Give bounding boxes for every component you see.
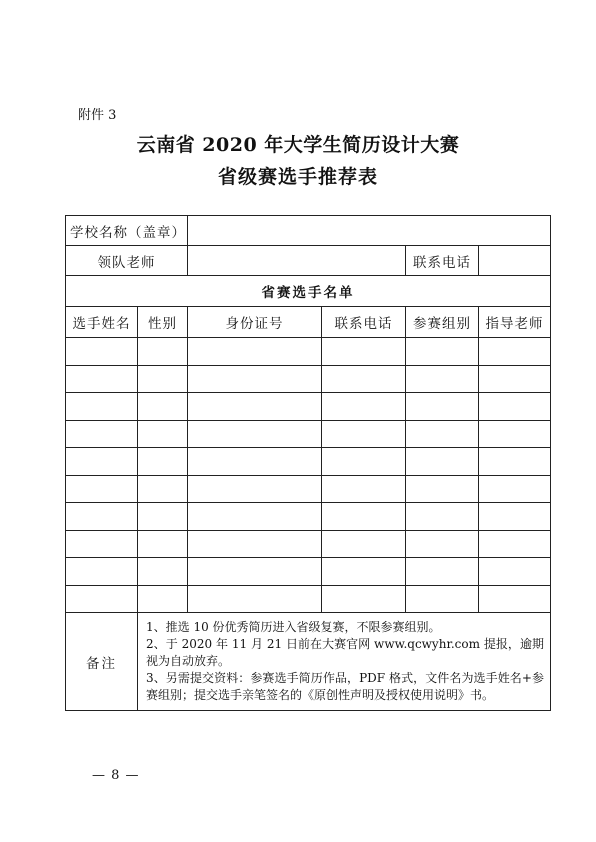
entry-row: [66, 530, 551, 558]
entry-cell[interactable]: [138, 530, 188, 558]
entry-cell[interactable]: [188, 585, 322, 613]
entry-cell[interactable]: [479, 338, 551, 366]
entry-cell[interactable]: [66, 420, 138, 448]
entry-cell[interactable]: [188, 475, 322, 503]
note-item: 2、于 2020 年 11 月 21 日前在大赛官网 www.qcwyhr.com 提报，逾期视为自动放弃。: [146, 637, 544, 668]
entry-cell[interactable]: [322, 338, 406, 366]
entry-cell[interactable]: [66, 530, 138, 558]
entry-row: [66, 365, 551, 393]
entry-cell[interactable]: [479, 503, 551, 531]
entry-cell[interactable]: [406, 585, 479, 613]
entry-row: [66, 585, 551, 613]
entry-cell[interactable]: [66, 365, 138, 393]
entry-cell[interactable]: [479, 420, 551, 448]
entry-row: [66, 338, 551, 366]
entry-cell[interactable]: [322, 530, 406, 558]
entry-cell[interactable]: [479, 448, 551, 476]
entry-row: [66, 475, 551, 503]
entry-cell[interactable]: [406, 530, 479, 558]
entry-cell[interactable]: [138, 503, 188, 531]
note-item: 3、另需提交资料：参赛选手简历作品，PDF 格式，文件名为选手姓名+参赛组别；提交选手亲笔签名的《原创性声明及授权使用说明》书。: [146, 671, 544, 702]
attachment-label: 附件 3: [78, 108, 117, 123]
entry-cell[interactable]: [479, 558, 551, 586]
entry-row: [66, 558, 551, 586]
entry-cell[interactable]: [406, 558, 479, 586]
entry-cell[interactable]: [188, 338, 322, 366]
entry-cell[interactable]: [406, 448, 479, 476]
notes-cell: [138, 613, 551, 711]
entry-cell[interactable]: [138, 475, 188, 503]
entry-cell[interactable]: [322, 558, 406, 586]
entry-cell[interactable]: [406, 393, 479, 421]
entry-cell[interactable]: [322, 585, 406, 613]
document-title: 云南省 2020 年大学生简历设计大赛: [136, 134, 460, 156]
entry-cell[interactable]: [138, 420, 188, 448]
entry-cell[interactable]: [479, 585, 551, 613]
entry-row: [66, 393, 551, 421]
entry-cell[interactable]: [322, 448, 406, 476]
entry-cell[interactable]: [188, 365, 322, 393]
entry-rows: [66, 338, 551, 613]
team-leader-label: 领队老师: [66, 246, 188, 276]
contact-phone-label: 联系电话: [406, 246, 479, 276]
entry-cell[interactable]: [406, 420, 479, 448]
entry-cell[interactable]: [66, 338, 138, 366]
section-title: 省赛选手名单: [66, 276, 551, 307]
entry-cell[interactable]: [322, 420, 406, 448]
recommendation-form: [65, 215, 551, 711]
column-header: 身份证号: [188, 307, 322, 338]
entry-cell[interactable]: [406, 365, 479, 393]
entry-cell[interactable]: [138, 448, 188, 476]
entry-cell[interactable]: [66, 503, 138, 531]
entry-cell[interactable]: [322, 393, 406, 421]
entry-cell[interactable]: [66, 475, 138, 503]
column-header: 选手姓名: [66, 307, 138, 338]
entry-row: [66, 503, 551, 531]
team-leader-field[interactable]: [188, 246, 406, 276]
entry-cell[interactable]: [188, 530, 322, 558]
entry-cell[interactable]: [322, 503, 406, 531]
school-name-field[interactable]: [188, 216, 551, 246]
entry-cell[interactable]: [322, 365, 406, 393]
entry-cell[interactable]: [138, 393, 188, 421]
entry-cell[interactable]: [406, 338, 479, 366]
column-header: 指导老师: [479, 307, 551, 338]
entry-cell[interactable]: [322, 475, 406, 503]
entry-cell[interactable]: [188, 503, 322, 531]
column-header: 参赛组别: [406, 307, 479, 338]
entry-cell[interactable]: [406, 475, 479, 503]
entry-cell[interactable]: [479, 475, 551, 503]
entry-cell[interactable]: [138, 338, 188, 366]
page-number: — 8 —: [92, 768, 140, 783]
entry-cell[interactable]: [138, 585, 188, 613]
entry-cell[interactable]: [66, 393, 138, 421]
entry-row: [66, 420, 551, 448]
entry-cell[interactable]: [66, 585, 138, 613]
entry-cell[interactable]: [479, 393, 551, 421]
entry-cell[interactable]: [406, 503, 479, 531]
entry-cell[interactable]: [188, 420, 322, 448]
school-name-label: 学校名称（盖章）: [66, 216, 188, 246]
column-header: 性别: [138, 307, 188, 338]
document-subtitle: 省级赛选手推荐表: [217, 166, 378, 188]
entry-cell[interactable]: [138, 365, 188, 393]
entry-row: [66, 448, 551, 476]
entry-cell[interactable]: [479, 530, 551, 558]
contact-phone-field[interactable]: [479, 246, 551, 276]
column-header: 联系电话: [322, 307, 406, 338]
entry-cell[interactable]: [66, 558, 138, 586]
entry-cell[interactable]: [188, 448, 322, 476]
note-item: 1、推选 10 份优秀简历进入省级复赛，不限参赛组别。: [146, 620, 441, 634]
entry-cell[interactable]: [188, 558, 322, 586]
entry-cell[interactable]: [479, 365, 551, 393]
entry-cell[interactable]: [66, 448, 138, 476]
entry-cell[interactable]: [188, 393, 322, 421]
notes-label: 备注: [66, 613, 138, 711]
entry-cell[interactable]: [138, 558, 188, 586]
